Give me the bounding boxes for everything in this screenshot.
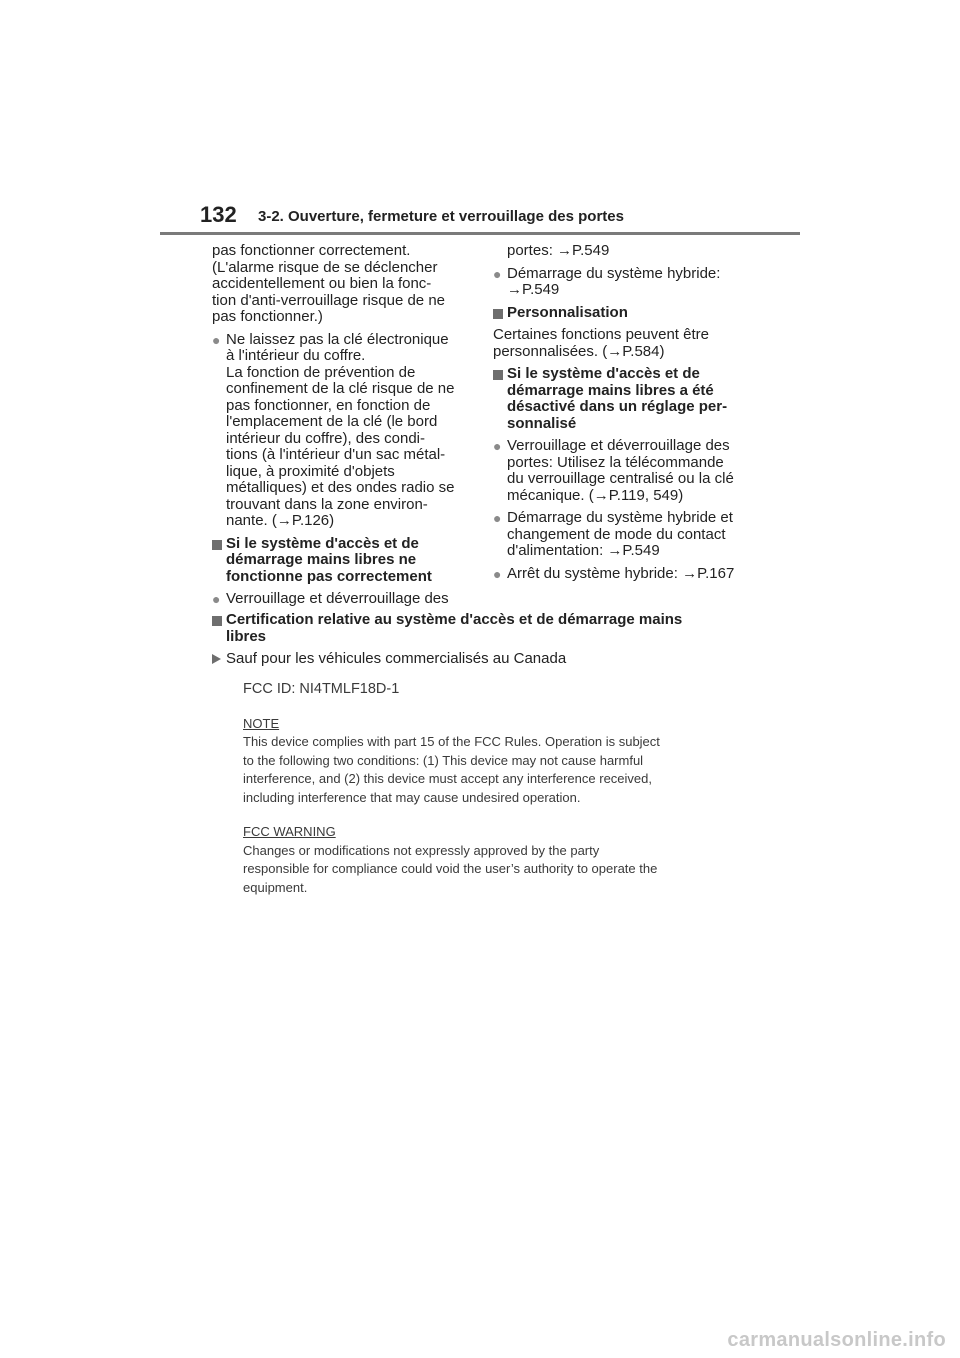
bullet-dot-icon: ●: [212, 591, 221, 607]
square-marker-icon: [212, 616, 222, 626]
fcc-warning: [243, 823, 723, 897]
fcc-label-image: [243, 680, 723, 913]
bullet-hybrid-start-mode: ● Démarrage du système hybride et changement de mode du contact d'alimentation: →P.549: [493, 509, 733, 559]
fcc-note-line: including interference that may cause undesired operation.: [243, 789, 581, 805]
certification-subheading: Sauf pour les véhicules commercialisés au Canada: [212, 651, 776, 668]
page-number: 132: [200, 202, 237, 227]
triangle-marker-icon: [212, 654, 221, 664]
fcc-note: [243, 715, 723, 808]
left-column: [212, 243, 474, 614]
header-rule: [160, 232, 800, 235]
bullet-lock-unlock: ● Verrouillage et déverrouillage des: [212, 590, 449, 607]
bullet-dot-icon: ●: [493, 510, 502, 526]
heading-certification: Certification relative au système d'accès et de démarrage mains libres: [212, 612, 776, 645]
fcc-warning-line: equipment.: [243, 879, 308, 895]
watermark: carmanualsonline.info: [727, 1329, 946, 1351]
fcc-warning-line: responsible for compliance could void the user’s authority to operate the: [243, 861, 658, 876]
bullet-lock-remote: ● Verrouillage et déverrouillage des portes: Utilisez la télécommande du verrouillage centralisé ou la clé mécanique. (→P.119, 549): [493, 437, 734, 504]
fcc-warning-line: Changes or modifications not expressly approved by the party: [243, 842, 600, 858]
square-marker-icon: [493, 309, 503, 319]
heading-malfunction: Si le système d'accès et de démarrage mains libres ne fonctionne pas correctement: [212, 536, 474, 586]
bullet-key-in-trunk: ● Ne laissez pas la clé électronique à l'intérieur du coffre. La fonction de prévention de confinement de la clé risque de ne pas fonctionner, en fonction de l'emplacement de la clé (le bord intérieur du coffre), des condi- tions (à l'intérieur d'un sac métal- lique, à proximité d'objets métalliques) et des ondes radio se trouvant dans la zone environ- nante. (→P.126): [212, 330, 455, 529]
square-marker-icon: [493, 370, 503, 380]
personalisation-paragraph: Certaines fonctions peuvent être personnalisées. (→P.584): [493, 326, 709, 360]
fcc-note-heading: NOTE: [243, 715, 280, 731]
bullet-hybrid-stop: ● Arrêt du système hybride: →P.167: [493, 564, 735, 582]
bullet-dot-icon: ●: [212, 331, 221, 348]
intro-paragraph: pas fonctionner correctement. (L'alarme risque de se déclencher accidentellement ou bien la fonc- tion d'anti-verrouillage risque de ne pas fonctionner.): [212, 242, 446, 325]
section-title: 3-2. Ouverture, fermeture et verrouillage des portes: [258, 208, 624, 225]
fcc-note-line: This device complies with part 15 of the FCC Rules. Operation is subject: [243, 734, 660, 749]
fcc-note-line: interference, and (2) this device must accept any interference received,: [243, 771, 652, 786]
bullet-dot-icon: ●: [493, 565, 502, 582]
fcc-id: FCC ID: NI4TMLF18D-1: [243, 681, 400, 697]
fcc-note-line: to the following two conditions: (1) This device may not cause harmful: [243, 752, 644, 768]
heading-personalisation: Personnalisation: [493, 305, 763, 322]
fcc-warning-heading: FCC WARNING: [243, 824, 336, 839]
square-marker-icon: [212, 540, 222, 550]
bullet-dot-icon: ●: [493, 265, 502, 282]
right-column: [493, 243, 763, 588]
continuation-line: portes: →P.549: [507, 242, 610, 259]
heading-deactivated: Si le système d'accès et de démarrage mains libres a été désactivé dans un réglage per- sonnalisé: [493, 366, 763, 432]
bullet-hybrid-start: ● Démarrage du système hybride: →P.549: [493, 264, 721, 298]
bullet-dot-icon: ●: [493, 438, 502, 454]
